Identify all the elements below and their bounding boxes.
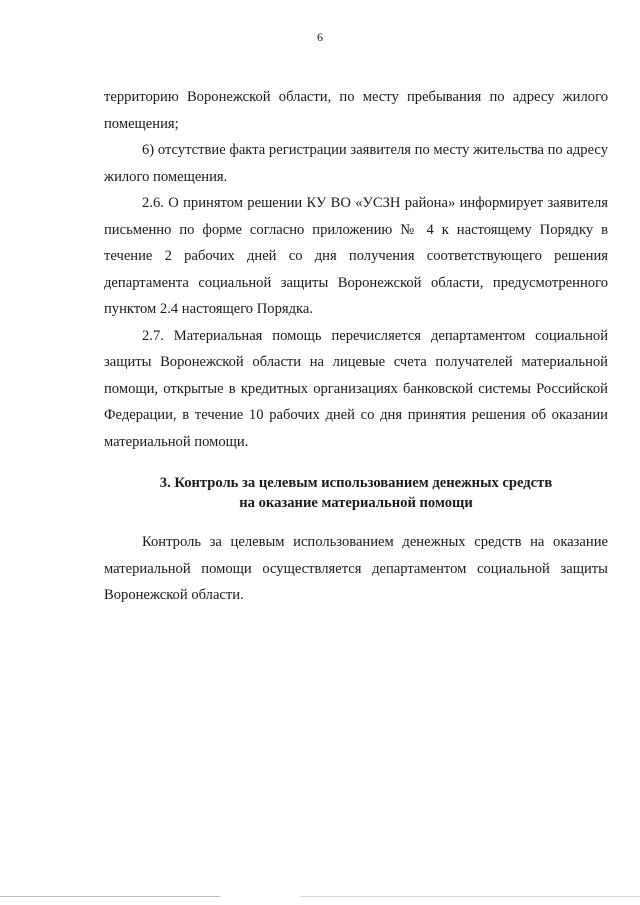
scan-edge-line: [300, 896, 640, 897]
section-heading-line-1: 3. Контроль за целевым использованием денежных средств: [159, 475, 553, 491]
scan-edge-line: [0, 896, 220, 897]
paragraph-2-7: 2.7. Материальная помощь перечисляется департаментом социальной защиты Воронежской области на лицевые счета получателей материальной помощи, открытые в кредитных организациях банковской системы Российской Федерации, в течение 10 рабочих дней со дня принятия решения об оказании материальной помощи.: [104, 327, 608, 450]
paragraph-continuation: территорию Воронежской области, по месту пребывания по адресу жилого помещения;: [104, 89, 608, 132]
paragraph-item-6: 6) отсутствие факта регистрации заявителя по месту жительства по адресу жилого помещения.: [104, 142, 608, 185]
document-body: [104, 84, 608, 609]
paragraph-2-6: 2.6. О принятом решении КУ ВО «УСЗН района» информирует заявителя письменно по форме согласно приложению № 4 к настоящему Порядку в течение 2 рабочих дней со дня получения соответствующего решения департамента социальной защиты Воронежской области, предусмотренного пунктом 2.4 настоящего Порядка.: [104, 195, 608, 317]
section-heading-line-2: на оказание материальной помощи: [239, 495, 473, 511]
section-heading: [104, 473, 608, 513]
page-number: 6: [317, 30, 323, 44]
paragraph-control: Контроль за целевым использованием денежных средств на оказание материальной помощи осуществляется департаментом социальной защиты Воронежской области.: [104, 534, 608, 603]
